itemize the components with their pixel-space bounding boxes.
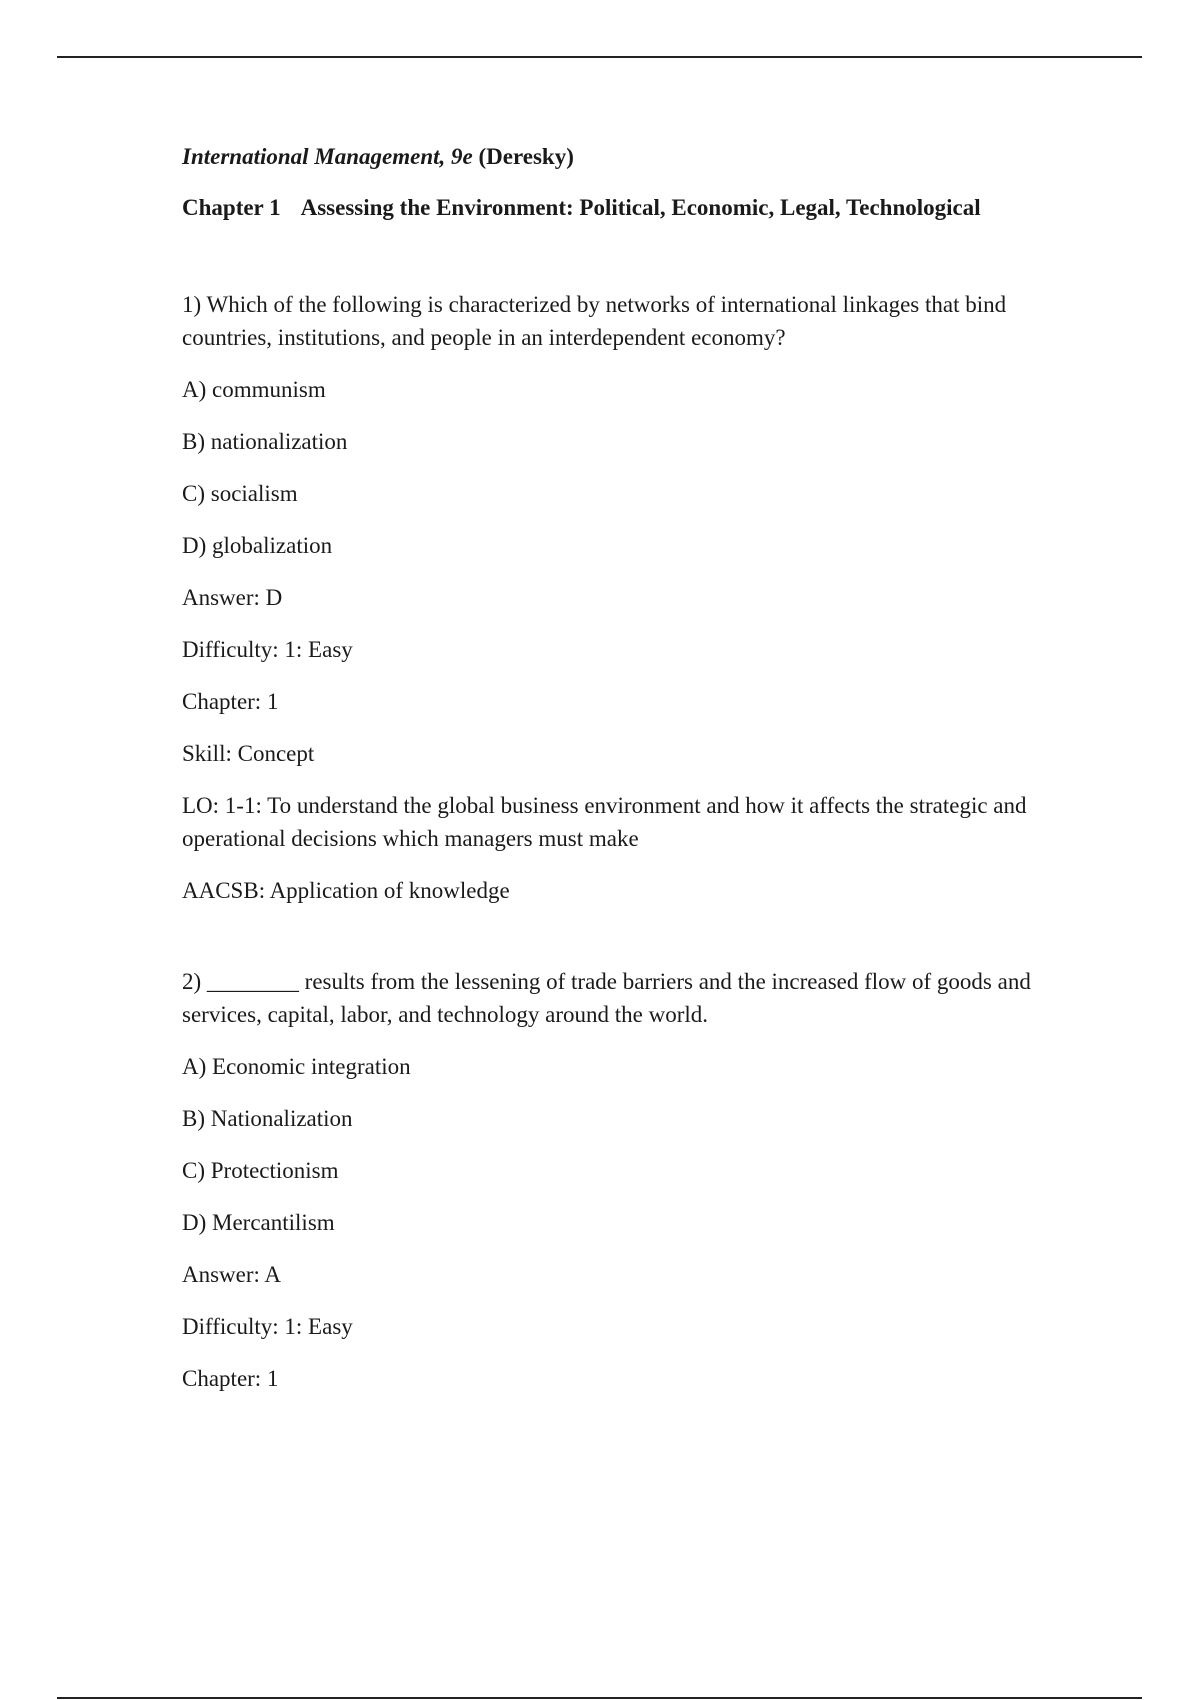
learning-objective: LO: 1-1: To understand the global business environment and how it affects the strategic and operational decisions which managers must make <box>182 793 1027 851</box>
bottom-rule <box>57 1697 1142 1699</box>
difficulty: Difficulty: 1: Easy <box>182 637 353 662</box>
chapter-heading <box>182 191 1062 224</box>
chapter-label: Chapter 1 <box>182 195 281 220</box>
answer: Answer: D <box>182 585 283 610</box>
top-rule <box>57 56 1142 58</box>
option-a: A) Economic integration <box>182 1054 411 1079</box>
option-b: B) Nationalization <box>182 1106 353 1131</box>
aacsb: AACSB: Application of knowledge <box>182 878 510 903</box>
difficulty: Difficulty: 1: Easy <box>182 1314 353 1339</box>
option-c: C) Protectionism <box>182 1158 339 1183</box>
option-d: D) Mercantilism <box>182 1210 335 1235</box>
author: (Deresky) <box>478 144 574 169</box>
chapter-title: Assessing the Environment: Political, Economic, Legal, Technological <box>300 195 981 220</box>
option-a: A) communism <box>182 377 326 402</box>
question-stem: 2) ________ results from the lessening of trade barriers and the increased flow of goods and services, capital, labor, and technology around the world. <box>182 969 1031 1027</box>
chapter-ref: Chapter: 1 <box>182 689 279 714</box>
skill: Skill: Concept <box>182 741 315 766</box>
question-2 <box>182 965 1062 1395</box>
option-b: B) nationalization <box>182 429 348 454</box>
book-title-line <box>182 140 1062 173</box>
option-c: C) socialism <box>182 481 298 506</box>
chapter-ref: Chapter: 1 <box>182 1366 279 1391</box>
question-1 <box>182 288 1062 907</box>
document-body <box>182 140 1062 1395</box>
question-stem: 1) Which of the following is characterized by networks of international linkages that bind countries, institutions, and people in an interdependent economy? <box>182 292 1007 350</box>
option-d: D) globalization <box>182 533 333 558</box>
book-title: International Management, 9e <box>182 144 473 169</box>
answer: Answer: A <box>182 1262 282 1287</box>
